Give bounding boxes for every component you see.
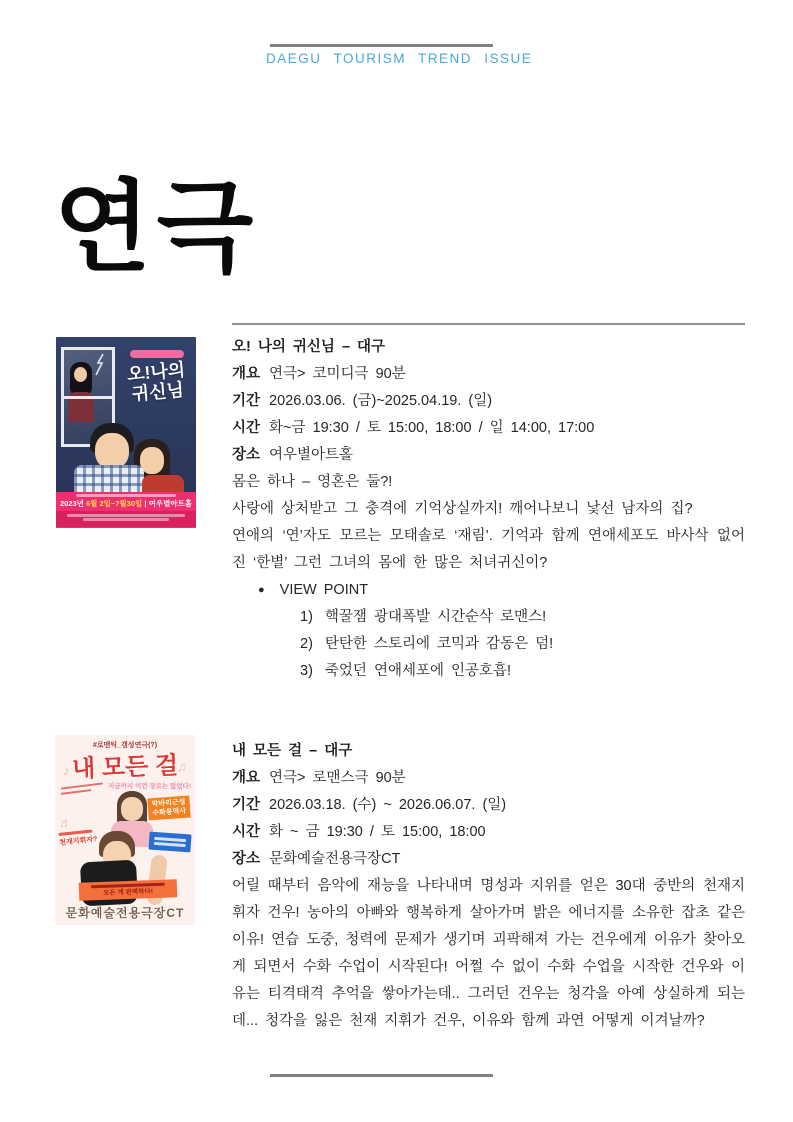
poster2-title: 내 모든 걸 (71, 752, 179, 783)
poster1-plaid-shirt (74, 465, 144, 495)
meta-label: 개요 (232, 770, 261, 786)
meta-value: 2026.03.06. (금)~2025.04.19. (일) (269, 393, 493, 409)
blue-sticker-illegible-line (154, 842, 187, 847)
item-text: 탄탄한 스토리에 코믹과 감동은 덤! (324, 636, 554, 652)
body-paragraph: 어릴 때부터 음악에 재능을 나타내며 명성과 지위를 얻은 30대 중반의 천재지휘자 건우! 농아의 아빠와 행복하게 살아가며 밝은 에너지를 소유한 잡초 같은 이유! 연습 도중, 청력에 문제가 생기며 괴팍해져 가는 건우에게 이유가 찾아오게 되면서 수화 수업이 시작된다! 어쩔 수 없이 수화 수업을 시작한 건우와 이유는 티격태격 추억을 쌓아가는데.. 그러던 건우는 청각을 아예 상실하게 되는데... 청각을 잃은 천재 지휘가 건우, 이유와 함께 과연 어떻게 이겨날까? (232, 878, 745, 1029)
poster2-tagline: 지금까지 이런 장르는 없었다! (108, 783, 191, 790)
poster1-title (118, 359, 195, 405)
poster1-ghost-face (74, 367, 87, 382)
body-line: 사랑에 상처받고 그 충격에 기억상실까지! 깨어나보니 낯선 남자의 집? (232, 501, 693, 517)
show-title: 내 모든 걸 – 대구 (232, 743, 353, 759)
meta-label: 기간 (232, 797, 261, 813)
meta-place (232, 442, 745, 469)
poster2-praise-sticker (79, 879, 178, 900)
meta-label: 기간 (232, 393, 261, 409)
red-sticker-text: 천재지휘자? (59, 836, 98, 847)
lightning-icon (94, 354, 108, 376)
bullet-icon: ● (258, 584, 265, 596)
item-text: 죽었던 연애세포에 인공호흡! (324, 663, 512, 679)
poster1-banner-date (56, 498, 196, 509)
poster1-banner (56, 492, 196, 528)
poster2-woman-face (121, 797, 143, 821)
header-rule (270, 44, 493, 47)
red-sticker-illegible-line (58, 829, 92, 836)
orange-sticker-line2: 수화통역사 (152, 807, 187, 818)
meta-place (232, 846, 745, 873)
header-kicker: DAEGU TOURISM TREND ISSUE (266, 51, 533, 66)
view-point-item (232, 658, 745, 685)
view-point-item (232, 631, 745, 658)
section-my-everything (232, 738, 745, 1035)
meta-time (232, 819, 745, 846)
poster1-man-face (95, 433, 129, 469)
orange-sticker-line1: 악바리근성 (151, 798, 186, 809)
show-title: 오! 나의 귀신님 – 대구 (232, 339, 386, 355)
poster2-venue: 문화예술전용극장CT (65, 906, 185, 920)
poster1-banner-dates: 6월 2일~7월30일 (85, 499, 143, 508)
meta-label: 장소 (232, 447, 261, 463)
music-note-icon: ♪ (63, 763, 70, 778)
meta-label: 개요 (232, 366, 261, 382)
footer-rule (270, 1074, 493, 1077)
poster2-orange-sticker (147, 796, 190, 821)
poster-my-everything (55, 735, 195, 925)
poster1-fineprint-line (83, 518, 170, 521)
poster1-window-bar (64, 396, 112, 399)
meta-label: 장소 (232, 851, 261, 867)
meta-value: 연극> 로맨스극 90분 (269, 770, 406, 786)
meta-overview (232, 361, 745, 388)
poster1-banner-sep: | (144, 499, 147, 508)
poster1-fineprint (56, 511, 196, 527)
meta-value: 화 ~ 금 19:30 / 토 15:00, 18:00 (269, 824, 486, 840)
section-divider (232, 323, 745, 325)
meta-period (232, 792, 745, 819)
view-point-item (232, 604, 745, 631)
page-title: 연극 (54, 172, 260, 284)
praise-text: 모든 게 완벽하다! (103, 888, 154, 897)
meta-value: 연극> 코미디극 90분 (269, 366, 406, 382)
view-point-label: VIEW POINT (279, 582, 369, 598)
poster1-fineprint-line (67, 514, 185, 517)
poster1-banner-venue: 여우별아트홀 (148, 499, 193, 508)
meta-period (232, 388, 745, 415)
meta-value: 문화예술전용극장CT (269, 851, 401, 867)
poster1-banner-year: 2023년 (59, 499, 84, 508)
meta-value: 2026.03.18. (수) ~ 2026.06.07. (일) (269, 797, 507, 813)
body-paragraph: 연애의 ‘연’자도 모르는 모태솔로 ‘재림’. 기억과 함께 연애세포도 바사삭 없어진 ‘한별’ 그런 그녀의 몸에 한 많은 처녀귀신이? (232, 528, 745, 571)
meta-overview (232, 765, 745, 792)
poster2-red-sticker (58, 829, 97, 848)
section-oh-my-ghost (232, 334, 745, 685)
poster1-banner-miniline (76, 494, 177, 497)
view-point-heading (232, 577, 745, 604)
item-number: 1) (300, 609, 313, 625)
poster2-hashtag: #로맨틱_갬성연극(?) (92, 742, 158, 749)
meta-label: 시간 (232, 420, 261, 436)
poster1-genre-badge (130, 350, 184, 358)
meta-value: 화~금 19:30 / 토 15:00, 18:00 / 일 14:00, 17:00 (269, 420, 595, 436)
music-note-icon: ♫ (177, 759, 187, 774)
poster2-blue-sticker (148, 832, 191, 853)
meta-time (232, 415, 745, 442)
body-line: 몸은 하나 – 영혼은 둘?! (232, 474, 393, 490)
item-text: 핵꿀잼 광대폭발 시간순삭 로맨스! (324, 609, 547, 625)
poster1-title-line1: 오!나의 (126, 359, 186, 385)
poster-oh-my-ghost (56, 337, 196, 528)
item-number: 2) (300, 636, 313, 652)
poster1-title-line2: 귀신님 (131, 379, 185, 405)
item-number: 3) (300, 663, 313, 679)
music-note-icon: ♬ (59, 815, 72, 830)
meta-value: 여우별아트홀 (269, 447, 354, 463)
poster2-script-mark (61, 789, 91, 795)
meta-label: 시간 (232, 824, 261, 840)
